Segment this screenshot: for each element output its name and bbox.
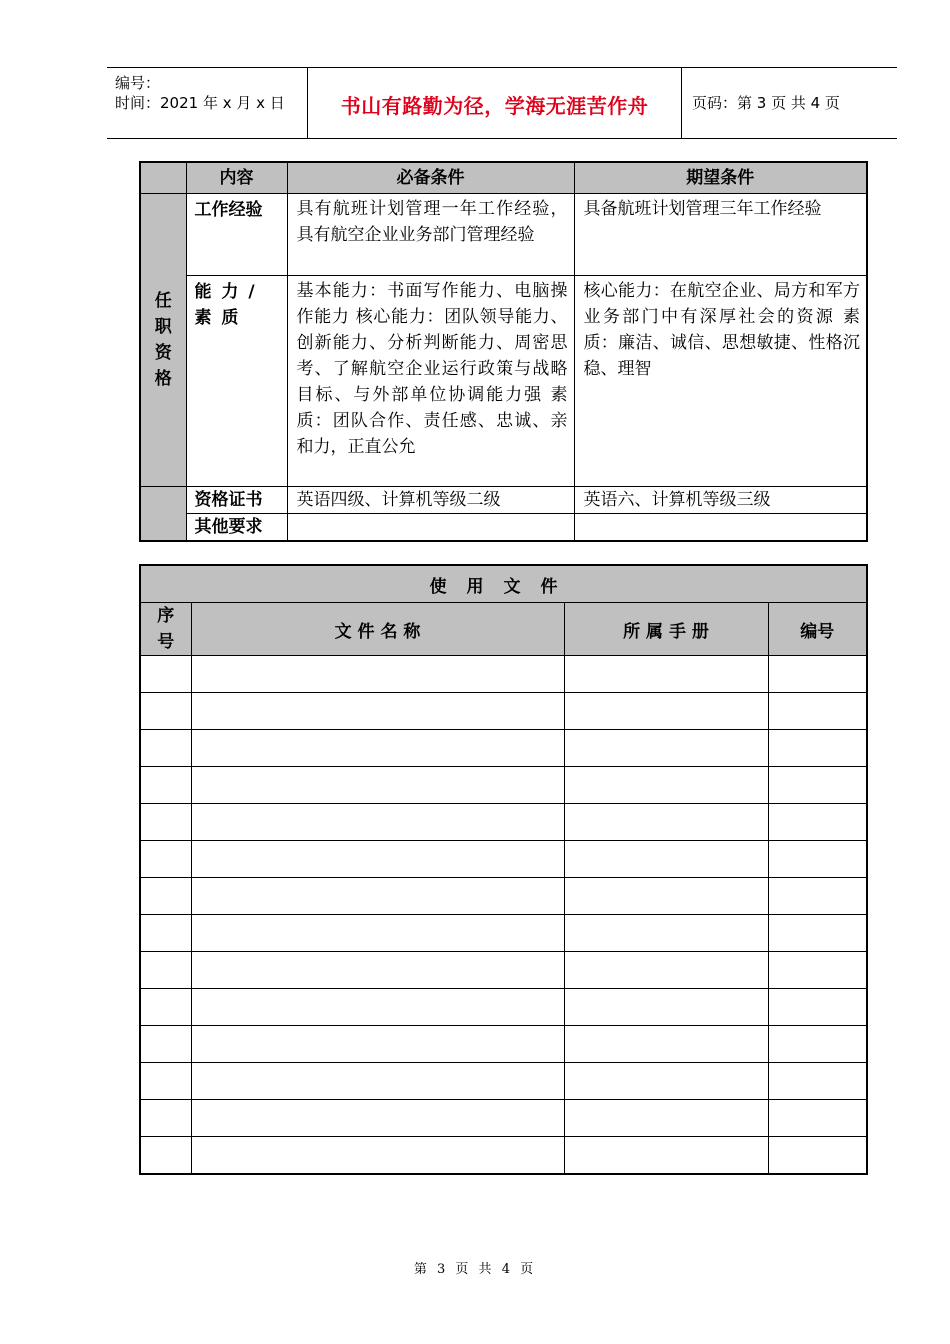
table-cell bbox=[140, 952, 191, 989]
table-cell bbox=[191, 767, 564, 804]
table-cell bbox=[564, 656, 768, 693]
page-footer: 第 3 页 共 4 页 bbox=[413, 1262, 537, 1277]
table-cell bbox=[768, 1063, 867, 1100]
table-cell bbox=[140, 915, 191, 952]
table-cell bbox=[768, 1100, 867, 1137]
table-cell bbox=[191, 693, 564, 730]
table-cell bbox=[564, 1026, 768, 1063]
col-header-filename: 文 件 名 称 bbox=[191, 603, 564, 656]
table-cell bbox=[191, 730, 564, 767]
table-cell bbox=[191, 656, 564, 693]
required-other bbox=[287, 514, 574, 542]
table-cell bbox=[140, 878, 191, 915]
table-cell bbox=[768, 1026, 867, 1063]
table-cell bbox=[191, 1137, 564, 1175]
table-cell bbox=[768, 730, 867, 767]
table-cell bbox=[768, 693, 867, 730]
table-row bbox=[140, 878, 867, 915]
table-cell bbox=[191, 1026, 564, 1063]
time-label: 时间：2021 年 x 月 x 日 bbox=[115, 94, 285, 112]
motto: 书山有路勤为径，学海无涯苦作舟 bbox=[340, 94, 649, 118]
col-header-seq bbox=[140, 603, 191, 656]
table-cell bbox=[564, 804, 768, 841]
table-row bbox=[140, 1026, 867, 1063]
table-cell bbox=[140, 804, 191, 841]
page-number-label: 页码：第 3 页 共 4 页 bbox=[692, 94, 840, 112]
table-row bbox=[140, 1063, 867, 1100]
table-cell bbox=[140, 1137, 191, 1175]
expected-other bbox=[574, 514, 867, 542]
expected-experience: 具备航班计划管理三年工作经验 bbox=[574, 194, 867, 276]
table-row bbox=[140, 841, 867, 878]
table-cell bbox=[564, 730, 768, 767]
table-cell bbox=[768, 952, 867, 989]
table-row bbox=[140, 915, 867, 952]
expected-certificate: 英语六、计算机等级三级 bbox=[574, 487, 867, 514]
required-ability: 基本能力：书面写作能力、电脑操作能力 核心能力：团队领导能力、创新能力、分析判断能力、周密思考、了解航空企业运行政策与战略目标、与外部单位协调能力强 素质：团队合作、责任感、忠诚、亲和力，正直公允 bbox=[287, 276, 574, 487]
table-cell bbox=[140, 1063, 191, 1100]
col-header-code: 编号 bbox=[768, 603, 867, 656]
page-header bbox=[107, 67, 897, 139]
table-row bbox=[140, 693, 867, 730]
side-label: 任职资格 bbox=[154, 291, 172, 389]
header-meta bbox=[107, 68, 307, 138]
table-row bbox=[140, 952, 867, 989]
col-header-required: 必备条件 bbox=[287, 162, 574, 194]
table-cell bbox=[768, 841, 867, 878]
documents-title: 使用文件 bbox=[140, 565, 867, 603]
table-cell bbox=[191, 878, 564, 915]
table-cell bbox=[191, 952, 564, 989]
table-cell bbox=[140, 767, 191, 804]
required-certificate: 英语四级、计算机等级二级 bbox=[287, 487, 574, 514]
header-page-cell bbox=[682, 68, 897, 138]
table-cell bbox=[191, 841, 564, 878]
row-label-certificate: 资格证书 bbox=[186, 487, 287, 514]
table-cell bbox=[140, 656, 191, 693]
table-cell bbox=[140, 693, 191, 730]
col-header-content: 内容 bbox=[186, 162, 287, 194]
row-label-other: 其他要求 bbox=[186, 514, 287, 542]
table-cell bbox=[564, 878, 768, 915]
header-motto-cell bbox=[307, 68, 682, 138]
side-blank-cell bbox=[140, 487, 186, 542]
corner-cell bbox=[140, 162, 186, 194]
documents-body bbox=[140, 656, 867, 1175]
table-row bbox=[140, 1100, 867, 1137]
row-label-ability: 能 力 / 素 质 bbox=[186, 276, 287, 487]
side-label-cell bbox=[140, 194, 186, 487]
table-cell bbox=[564, 767, 768, 804]
table-cell bbox=[140, 730, 191, 767]
table-cell bbox=[191, 804, 564, 841]
table-cell bbox=[768, 878, 867, 915]
table-cell bbox=[768, 1137, 867, 1175]
table-row bbox=[140, 656, 867, 693]
table-cell bbox=[564, 841, 768, 878]
table-cell bbox=[191, 1063, 564, 1100]
table-cell bbox=[191, 915, 564, 952]
table-cell bbox=[564, 1137, 768, 1175]
table-cell bbox=[140, 1100, 191, 1137]
col-header-manual: 所 属 手 册 bbox=[564, 603, 768, 656]
table-cell bbox=[768, 915, 867, 952]
table-cell bbox=[564, 1100, 768, 1137]
table-row bbox=[140, 989, 867, 1026]
table-cell bbox=[564, 1063, 768, 1100]
qualification-table bbox=[139, 161, 868, 542]
table-cell bbox=[768, 656, 867, 693]
table-cell bbox=[768, 804, 867, 841]
table-row bbox=[140, 767, 867, 804]
table-cell bbox=[768, 767, 867, 804]
table-cell bbox=[140, 841, 191, 878]
table-cell bbox=[564, 989, 768, 1026]
table-cell bbox=[564, 693, 768, 730]
table-cell bbox=[191, 989, 564, 1026]
table-cell bbox=[564, 915, 768, 952]
table-cell bbox=[191, 1100, 564, 1137]
table-cell bbox=[768, 989, 867, 1026]
table-cell bbox=[140, 989, 191, 1026]
table-row bbox=[140, 730, 867, 767]
col-header-seq-label: 序号 bbox=[157, 606, 175, 652]
table-cell bbox=[564, 952, 768, 989]
table-row bbox=[140, 1137, 867, 1175]
documents-table bbox=[139, 564, 868, 1175]
col-header-expected: 期望条件 bbox=[574, 162, 867, 194]
code-label: 编号： bbox=[115, 74, 161, 92]
expected-ability: 核心能力：在航空企业、局方和军方业务部门中有深厚社会的资源 素质：廉洁、诚信、思想敏捷、性格沉稳、理智 bbox=[574, 276, 867, 487]
row-label-experience: 工作经验 bbox=[186, 194, 287, 276]
required-experience: 具有航班计划管理一年工作经验，具有航空企业业务部门管理经验 bbox=[287, 194, 574, 276]
table-row bbox=[140, 804, 867, 841]
table-cell bbox=[140, 1026, 191, 1063]
